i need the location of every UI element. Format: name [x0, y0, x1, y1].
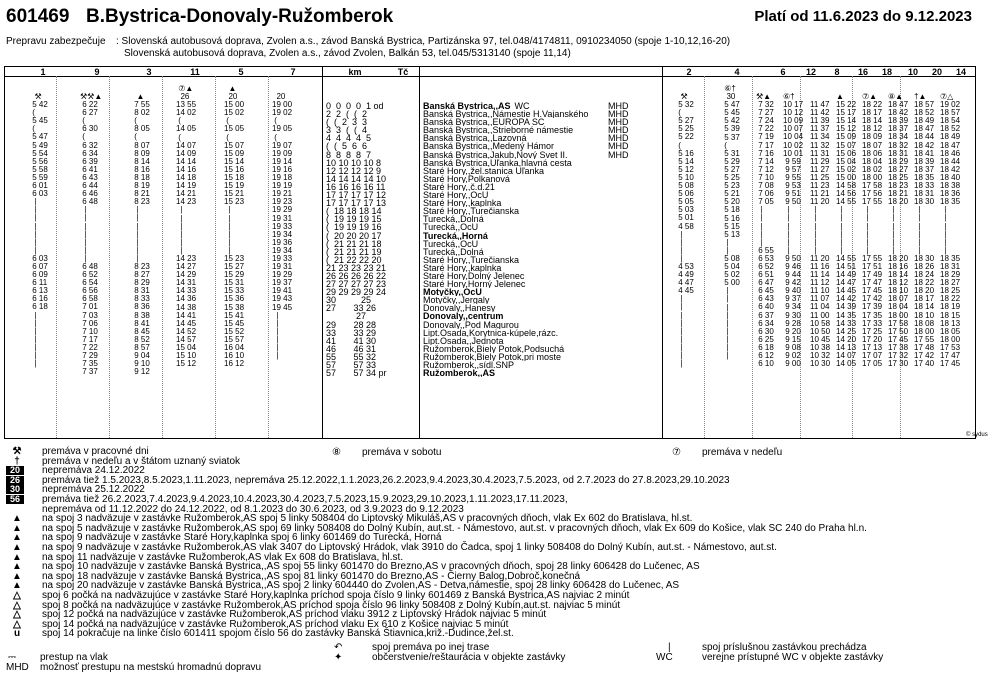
- times-col-8: 11 47 11 42 11 39 11 37 11 34 11 32 11 31 11 29 11 27 11 25 11 23 11 21 11 20 | | | | | | 11 20 11 16 11 14 11 12 11 10 11 07 11 04 11 00 10 58 10 50 10 45 10 38 10 32 10 30: [810, 100, 831, 369]
- food-icon: ✦: [334, 652, 343, 663]
- stop-name: Banská Bystrica,Uľanka,hlavná cesta: [423, 158, 572, 167]
- legend-food: občerstvenie/reštaurácia v objekte zastávky: [372, 652, 566, 663]
- stop-row: [423, 191, 643, 199]
- train-icon: ⎓: [8, 652, 16, 663]
- legend-text: na spoj 3 nadväzuje v zastávke Ružomberok,AS spoj 5 linky 508404 do Liptovský Mikuláš,AS v pracovných dňoch, vlak Ex 602 do Bratislava, hl.st.: [42, 513, 693, 525]
- col-header-1: 1: [40, 67, 46, 77]
- stop-row: [423, 345, 643, 353]
- stop-mhd: MHD: [608, 110, 629, 119]
- copyright: © sydus: [966, 432, 988, 438]
- legend-text: na spoj 11 nadväzuje v zastávke Ružomberok,AS vlak Ex 608 do Bratislava, hl.st.: [42, 551, 404, 563]
- legend-text: nepremáva 25.12.2022: [42, 484, 145, 496]
- stop-row: [423, 248, 643, 256]
- times-col-16: ▲ 15 22 15 17 15 14 15 12 15 09 15 07 15 06 15 04 15 02 15 00 14 58 14 56 14 55 | | | | | | 14 55 14 51 14 49 14 47 14 45 14 42 14 39 14 35 14 33 14 25 14 20 14 13 14 07 14 05: [836, 92, 857, 369]
- stop-name: Staré Hory,,kaplnka: [423, 199, 502, 208]
- stop-name: Staré Hory,,č.d.21: [423, 182, 495, 192]
- stop-name: Banská Bystrica,,Lazovná: [423, 134, 527, 143]
- km-column: 0 0 0 0 1 od 2 2 ( ( 2 ( ( 2 3 3 3 3 ( ( 4 4 4 4 4 5 ( ( 5 6 6 8 8 8 8 7 10 10 10 10 8 12 12 12 12 9 14 14 14 14 10 16 16 16 16 11 17 17 17 17 12 17 17 17 17 13 ( 18 18 18 14 ( 19 19 19 15 ( 19 19 19 16 ( 20 20 20 17 ( 21 21 21 18 ( 21 21 21 19 ( 21 22 22 20 21 23 23 23 21 26 26 26 26 22 27 27 27 27 23 29 29 29 29 24 30 25 27 33 26 27 29 28 28 33 33 29 41 41 30 46 46 31 55 55 32 57 57 33 57 57 34 pr: [326, 101, 387, 379]
- stop-name: Turecká,,Dolná: [423, 215, 484, 224]
- stop-row: [423, 321, 643, 329]
- legend-symbol: △: [13, 589, 21, 601]
- times-col-20: †▲ 18 57 18 52 18 49 18 47 18 44 18 42 18 41 18 39 18 37 18 35 18 33 18 31 18 30 | | | | | | 18 30 18 26 18 24 18 22 18 20 18 17 18 14 18 10 18 08 18 00 17 55 17 48 17 42 17 40: [914, 92, 935, 369]
- stop-name: Turecká,,Horná: [423, 231, 488, 240]
- stop-name: Banská Bystrica,,Strieborné námestie: [423, 126, 574, 135]
- stop-name: Banská Bystrica,Jakub,Nový Svet II.: [423, 150, 568, 159]
- carrier-line-1: : Slovenská autobusová doprava, Zvolen a.s., závod Banská Bystrica, Partizánska 97, tel.048/4174811, 0910234050 (spoje 1-10,12,16-20): [116, 36, 731, 47]
- legend-train: prestup na vlak: [40, 652, 108, 663]
- stop-mhd: MHD: [608, 150, 629, 159]
- stop-row: [423, 110, 643, 118]
- other-route-icon: ↶: [334, 642, 343, 653]
- header: [6, 6, 994, 30]
- legend-wc: verejne prístupné WC v objekte zastávky: [702, 652, 884, 663]
- times-col-3: ▲ 7 55 8 02 ( 8 05 ( 8 07 8 09 8 14 8 16 8 18 8 19 8 21 8 23 | | | | | | | 8 23 8 27 8 29 8 31 8 33 8 36 8 38 8 41 8 45 8 52 8 57 9 04 9 10 9 12: [134, 92, 150, 377]
- stop-name: Staré Hory,,žel.stanica Uľanka: [423, 166, 545, 175]
- stop-mhd: MHD: [608, 126, 629, 135]
- stop-extra: WC: [514, 102, 530, 111]
- legend-row: [6, 629, 986, 639]
- stop-row: [423, 175, 643, 183]
- stop-name: Staré Hory,Dolný Jelenec: [423, 271, 525, 281]
- stop-row: [423, 134, 643, 142]
- stop-row: [423, 304, 643, 312]
- stop-name: Staré Hory,Horný Jelenec: [423, 280, 526, 289]
- stop-row: [423, 207, 643, 215]
- legend-symbol: 56: [6, 495, 24, 504]
- legend-text: spoj 8 počká na nadväzujúce v zastávke Ružomberok,AS príchod spoja číslo 96 linky 508408 z Dolný Kubín,aut.st. najviac 5 minút: [42, 599, 621, 611]
- col-header-18: 18: [881, 67, 892, 77]
- stop-row: [423, 167, 643, 175]
- stop-name: Motyčky,,OcÚ: [423, 288, 482, 297]
- legend-text: na spoj 9 nadväzuje v zastávke Staré Hory,kaplnka spoj 6 linky 601469 do Turecká, Horná: [42, 532, 442, 544]
- stop-name: Turecká,,OcÚ: [423, 223, 479, 232]
- col-header-16: 16: [857, 67, 868, 77]
- stop-row: [423, 102, 643, 110]
- stop-name: Banská Bystrica,,AS: [423, 102, 511, 111]
- stop-name: Staré Hory,,Turečianska: [423, 255, 520, 264]
- legend-sym-7: ⑦: [672, 447, 681, 458]
- legend-passes: spoj príslušnou zastávkou prechádza: [702, 642, 867, 653]
- legend-symbol: △: [13, 609, 21, 621]
- col-header-km: km: [348, 67, 362, 77]
- col-header-3: 3: [146, 67, 152, 77]
- legend-text: nepremáva 24.12.2022: [42, 465, 145, 477]
- legend-text: premáva tiež 26.2.2023,7.4.2023,9.4.2023,10.4.2023,30.4.2023,7.5.2023,15.9.2023,29.10.2023,1.11.2023,17.11.2023,: [42, 493, 568, 505]
- legend-symbol: ▲: [12, 580, 22, 592]
- col-header-10: 10: [907, 67, 918, 77]
- legend: [6, 447, 986, 639]
- stop-row: [423, 361, 643, 369]
- stop-name: Ružomberok,,sídl.SNP: [423, 361, 515, 370]
- legend-row: [6, 476, 986, 486]
- carrier-line-2: Slovenská autobusová doprava, Zvolen a.s., závod Zvolen, Balkán 53, tel.045/5313140 (spoje 11,14): [124, 48, 571, 59]
- times-col-12: ⑥† 10 17 10 12 10 09 10 07 10 04 10 02 10 01 9 59 9 57 9 55 9 53 9 51 9 50 | | | | | | 9 50 9 46 9 44 9 42 9 40 9 37 9 34 9 30 9 28 9 20 9 15 9 08 9 02 9 00: [783, 92, 804, 369]
- legend-symbol: ⚒: [12, 446, 22, 457]
- times-col-14: ⑦△ 19 02 18 57 18 54 18 52 18 49 18 47 18 46 18 44 18 42 18 40 18 38 18 36 18 35 | | | | | | 18 35 18 31 18 29 18 27 18 25 18 22 18 19 18 15 18 13 18 05 18 00 17 53 17 47 17 45: [940, 92, 961, 369]
- stop-row: [423, 264, 643, 272]
- stop-row: [423, 256, 643, 264]
- legend-text: na spoj 9 nadväzuje v zastávke Ružomberok,AS vlak 3407 do Liptovský Hrádok, vlak 3910 do Čadca, spoj 1 linky 508408 do Dolný Kubín, aut.st. - Námestovo, aut.st.: [42, 541, 777, 553]
- stop-row: [423, 312, 643, 320]
- stop-row: [423, 159, 643, 167]
- stop-name: Motyčky,,Jergaly: [423, 296, 490, 305]
- stop-mhd: MHD: [608, 142, 629, 151]
- legend-text: premáva tiež 1.5.2023,8.5.2023,1.11.2023, nepremáva 25.12.2022,1.1.2023,26.2.2023,9.4.2023,30.4.2023,7.5.2023, od 2.7.2023 do 27.8.2023,29.10.2023: [42, 474, 730, 486]
- stop-name: Ružomberok,Biely Potok,pri moste: [423, 352, 562, 361]
- stop-mhd: MHD: [608, 118, 629, 127]
- line-number: 601469: [6, 6, 70, 27]
- legend-text: spoj 14 počká na nadväzujúce v zastávke Ružomberok,AS príchod vlaku Ex 610 z Košice najviac 5 minút: [42, 618, 509, 630]
- stop-name: Turecká,,Dolná: [423, 247, 484, 256]
- legend-symbol: △: [13, 599, 21, 611]
- legend-pass-sym: |: [668, 642, 671, 653]
- stop-name: Staré Hory,,Turečianska: [423, 207, 520, 216]
- stop-row: [423, 118, 643, 126]
- stop-row: [423, 142, 643, 150]
- carrier-lines: [116, 36, 730, 60]
- times-col-6: ⚒▲ 7 32 7 27 7 24 7 22 7 19 7 17 7 16 7 14 7 12 7 10 7 08 7 06 7 05 | | | | | 6 55 6 53 6 52 6 51 6 47 6 45 6 43 6 40 6 37 6 34 6 30 6 25 6 18 6 12 6 10: [756, 92, 774, 369]
- legend-symbol: ▲: [12, 570, 22, 582]
- stop-row: [423, 296, 643, 304]
- stop-name: Staré Hory,Polkanová: [423, 174, 510, 183]
- stop-mhd: MHD: [608, 134, 629, 143]
- stop-row: [423, 353, 643, 361]
- legend-other-route: spoj premáva po inej trase: [372, 642, 490, 653]
- col-header-6: 6: [780, 67, 786, 77]
- times-col-18: ⑦▲ 18 22 18 17 18 14 18 12 18 09 18 07 18 06 18 04 18 02 18 00 17 58 17 56 17 55 | | | | | | 17 55 17 51 17 49 17 47 17 45 17 42 17 39 17 35 17 33 17 25 17 20 17 13 17 07 17 05: [862, 92, 883, 369]
- carrier-label: Prepravu zabezpečuje: [6, 36, 106, 47]
- legend-text: premáva v pracovné dni: [42, 446, 149, 457]
- stop-name: Banská Bystrica,,EUROPA SC: [423, 118, 545, 127]
- stop-name: Donovaly,,centrum: [423, 312, 504, 321]
- stop-name: Banská Bystrica,,Medený Hámor: [423, 142, 555, 151]
- legend-symbol: 26: [6, 476, 24, 485]
- col-header-7: 7: [290, 67, 296, 77]
- stop-row: [423, 215, 643, 223]
- legend-sunday: premáva v nedeľu: [702, 447, 783, 458]
- legend-text: na spoj 20 nadväzuje v zastávke Banská Bystrica,,AS spoj 2 linky 604440 do Zvolen,AS - Detva,námestie, spoj 28 linky 606428 do Lučenec, AS: [42, 580, 680, 592]
- legend-wc-sym: WC: [656, 652, 673, 663]
- times-col-9: ⚒⚒▲ 6 22 6 27 ( 6 30 ( 6 32 6 34 6 39 6 41 6 43 6 44 6 46 6 48 | | | | | | | 6 48 6 52 6 54 6 56 6 58 7 01 7 03 7 06 7 10 7 17 7 22 7 29 7 35 7 37: [80, 92, 103, 377]
- stop-row: [423, 337, 643, 345]
- legend-text: spoj 6 počká na nadväzujúce v zastávke Staré Hory,kaplnka príchod spoja číslo 9 linky 601469 z Banská Bystrica,AS najviac 2 minút: [42, 589, 630, 601]
- legend-symbol: ▲: [12, 541, 22, 553]
- legend-symbol: †: [14, 455, 20, 467]
- stop-row: [423, 126, 643, 134]
- legend-symbol: 20: [6, 466, 24, 475]
- stop-name: Donovaly,,Hanesy: [423, 304, 496, 313]
- times-col-10: ⑧▲ 18 47 18 42 18 39 18 37 18 34 18 32 18 31 18 29 18 27 18 25 18 23 18 21 18 20 | | | | | | 18 20 18 16 18 14 18 12 18 10 18 07 18 04 18 00 17 58 17 50 17 45 17 38 17 32 17 30: [888, 92, 909, 369]
- times-col-4: ⑥† 30 5 47 5 45 5 42 5 39 5 37 ( 5 31 5 29 5 27 5 25 5 23 5 21 5 20 5 18 5 16 5 15 5 13 | | 5 08 5 04 5 02 5 00 | | | | | | | | |: [724, 84, 740, 361]
- legend-mhd-sym: MHD: [6, 662, 29, 673]
- legend-text: spoj 12 počká na nadväzujúce v zastávke Ružomberok,AS príchod vlaku 3912 z Liptovský Hrádok najviac 5 minút: [42, 609, 547, 621]
- legend-saturday: premáva v sobotu: [362, 447, 442, 458]
- stop-row: [423, 280, 643, 288]
- legend-symbol: ▲: [12, 513, 22, 525]
- col-header-9: 9: [94, 67, 100, 77]
- legend-sym-8: ⑧: [332, 447, 341, 458]
- legend-symbol: ▲: [12, 522, 22, 534]
- legend-symbol: △: [13, 618, 21, 630]
- route-title: B.Bystrica-Donovaly-Ružomberok: [86, 6, 394, 27]
- stop-row: [423, 183, 643, 191]
- times-col-1: ⚒ 5 42 ( 5 45 ( 5 47 5 49 5 54 5 56 5 58 5 59 6 01 6 03 | | | | | | | 6 03 6 07 6 09 6 11 6 13 6 16 6 18 | | | | | | |: [32, 92, 48, 369]
- stop-row: [423, 369, 643, 377]
- stop-row: [423, 232, 643, 240]
- col-header-14: 14: [955, 67, 966, 77]
- col-header-4: 4: [734, 67, 740, 77]
- legend-symbol: ▲: [12, 561, 22, 573]
- stop-mhd: MHD: [608, 102, 629, 111]
- stop-name: Ružomberok,,AS: [423, 369, 496, 378]
- col-header-5: 5: [238, 67, 244, 77]
- col-header-11: 11: [190, 67, 200, 77]
- legend-text: na spoj 5 nadväzuje v zastávke Ružomberok,AS spoj 69 linky 508408 do Dolný Kubín, aut.st. - Námestovo, aut.st. v pracovných dňoch, vlak Ex 609 do Košice, vlak SC 240 do Praha hl.n.: [42, 522, 867, 534]
- legend-text: premáva v nedeľu a v štátom uznaný sviatok: [42, 455, 241, 467]
- legend-symbol: ▲: [12, 532, 22, 544]
- legend-row: [6, 457, 986, 467]
- stop-name: Staré Hory,,OcÚ: [423, 191, 489, 200]
- times-col-5: ▲ 20 15 00 15 02 ( 15 05 ( 15 07 15 09 15 14 15 16 15 18 15 19 15 21 15 23 | | | | | | 15 23 15 27 15 29 15 31 15 33 15 36 15 38 15 41 15 45 15 52 15 57 16 04 16 10 16 12: [224, 84, 245, 369]
- legend-text: nepremáva od 11.12.2022 do 24.12.2022, od 8.1.2023 do 30.6.2023, od 3.9.2023 do 9.12.2023: [42, 503, 464, 515]
- stop-name: Staré Hory,,kaplnka: [423, 263, 502, 272]
- col-header-2: 2: [686, 67, 692, 77]
- legend-symbol: ▲: [12, 551, 22, 563]
- legend-symbol: 30: [6, 485, 24, 494]
- validity-dates: Platí od 11.6.2023 do 9.12.2023: [754, 8, 972, 25]
- stop-name: Turecká,,OcÚ: [423, 239, 479, 248]
- stop-name: Lipt.Osada,,Jednota: [423, 336, 504, 345]
- col-header-20: 20: [931, 67, 942, 77]
- times-col-7: 20 19 00 19 02 ( 19 05 ( 19 07 19 09 19 14 19 16 19 18 19 19 19 21 19 23 19 29 19 31 19 33 19 34 19 36 19 34 19 33 19 31 19 29 19 37 19 41 19 43 19 45 | | | | | |: [272, 92, 293, 361]
- stop-row: [423, 151, 643, 159]
- legend-text: na spoj 10 nadväzuje v zastávke Banská Bystrica,,AS spoj 55 linky 601470 do Brezno,AS v pracovných dňoch, spoj 28 linky 606428 do Lučenec, AS: [42, 561, 700, 573]
- col-header-tc: Tč: [397, 67, 409, 77]
- legend-text: spoj 14 pokračuje na linke číslo 601411 spojom číslo 56 do zastávky Banská Štiavnica,križ.-Dudince,žel.st.: [42, 628, 514, 640]
- stop-name: Banská Bystrica,,Námestie H.Vajanského: [423, 110, 589, 119]
- stop-row: [423, 223, 643, 231]
- times-col-11: ⑦▲ 26 13 55 14 02 ( 14 05 ( 14 07 14 09 14 14 14 16 14 18 14 19 14 21 14 23 | | | | | | 14 23 14 27 14 29 14 31 14 33 14 36 14 38 14 41 14 45 14 52 14 57 15 04 15 10 15 12: [176, 84, 197, 369]
- col-header-12: 12: [805, 67, 816, 77]
- stop-row: [423, 199, 643, 207]
- legend-symbol: u: [13, 628, 21, 640]
- stop-list: [423, 102, 643, 377]
- legend-text: na spoj 18 nadväzuje v zastávke Banská Bystrica,,AS spoj 81 linky 601470 do Brezno,AS - Čierny Balog,Dobroč,konečná: [42, 570, 581, 582]
- stop-name: Lipt.Osada,Korytnica-kúpele,rázc.: [423, 328, 559, 337]
- stop-row: [423, 329, 643, 337]
- times-col-2: ⚒ 5 32 ( 5 27 5 25 5 22 ( 5 16 5 14 5 12 5 10 5 08 5 06 5 05 5 03 5 01 4 58 | | | | 4 53 4 49 4 47 4 45 | | | | | | | | |: [678, 92, 694, 369]
- col-header-8: 8: [834, 67, 840, 77]
- stop-row: [423, 288, 643, 296]
- legend-mhd: možnosť prestupu na mestskú hromadnú dopravu: [40, 662, 262, 673]
- stop-row: [423, 240, 643, 248]
- stop-row: [423, 272, 643, 280]
- stop-name: Ružomberok,Biely Potok,Podsuchá: [423, 344, 565, 353]
- stop-name: Donovaly,,Pod Magurou: [423, 320, 519, 329]
